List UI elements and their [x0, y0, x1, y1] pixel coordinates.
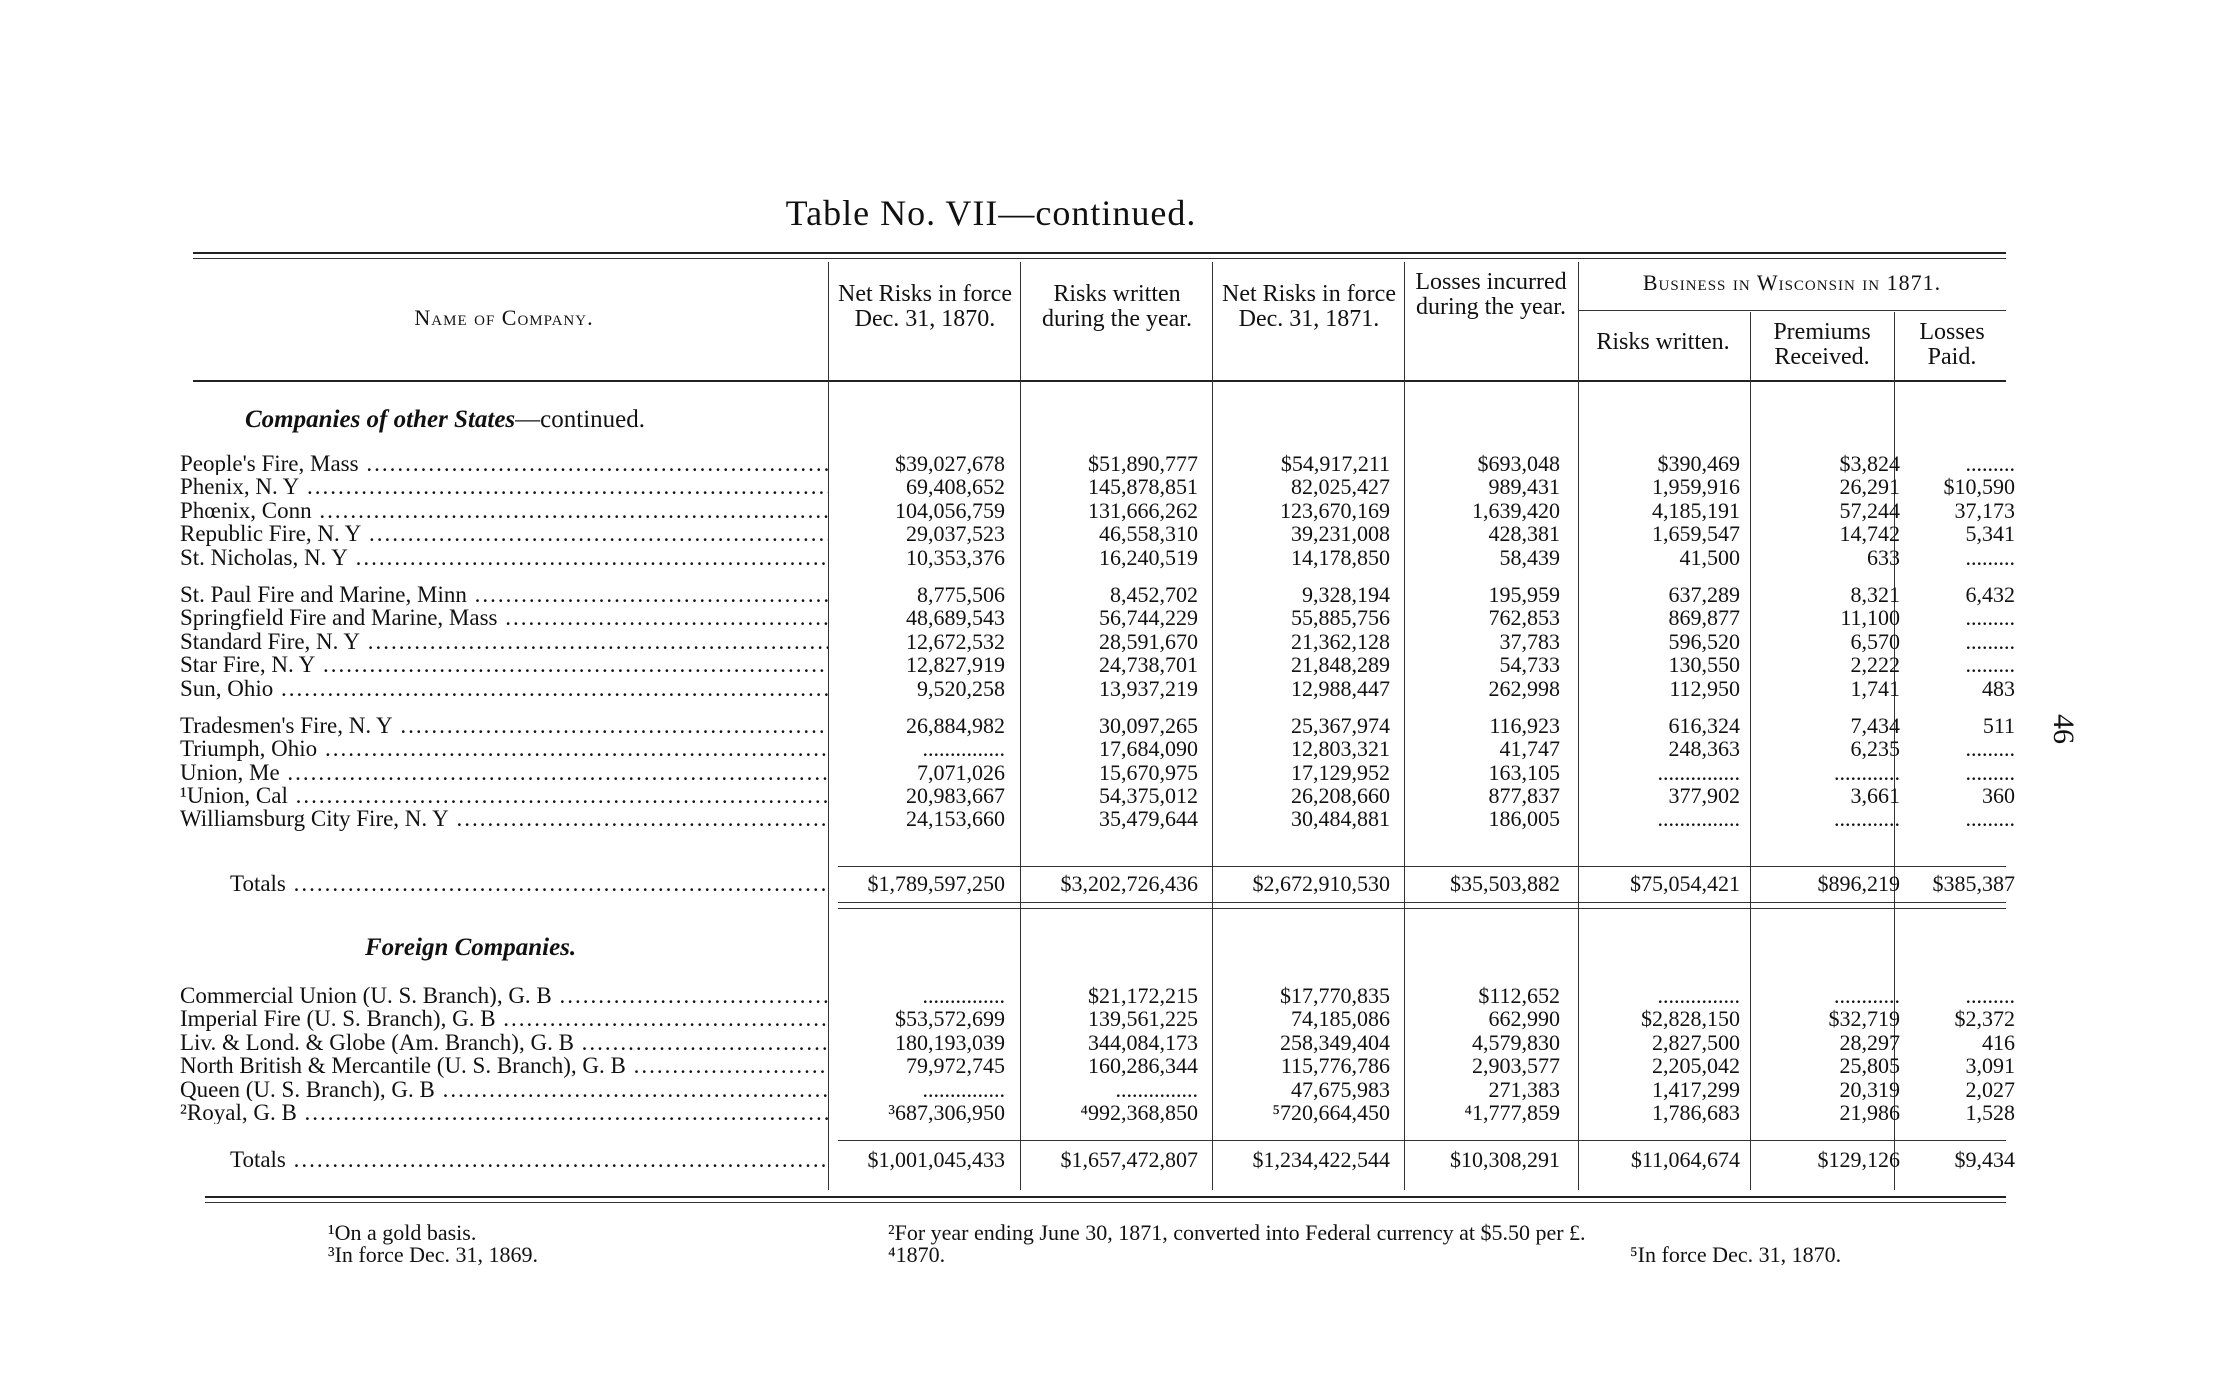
cell-losses-paid: 483 — [1982, 675, 2015, 701]
cell-risks-written: ............... — [1115, 1076, 1198, 1102]
cell-net-risks-1870: $1,001,045,433 — [867, 1147, 1005, 1172]
cell-wi-risks-written: 1,659,547 — [1652, 521, 1740, 547]
table-row — [180, 677, 2020, 700]
cell-losses-paid: $2,372 — [1954, 1006, 2015, 1032]
cell-losses-incurred: 41,747 — [1499, 736, 1560, 762]
company-name: Triumph, Ohio ..... — [180, 737, 828, 760]
company-name: Republic Fire, N. Y ..... — [180, 522, 828, 545]
cell-losses-incurred: 1,639,420 — [1472, 497, 1560, 523]
cell-premiums-received: 20,319 — [1839, 1076, 1900, 1102]
totals-row-foreign — [180, 1148, 2020, 1171]
company-name: St. Paul Fire and Marine, Minn ..... — [180, 583, 828, 606]
cell-net-risks-1871: 17,129,952 — [1291, 759, 1390, 785]
cell-losses-incurred: 877,837 — [1488, 783, 1560, 809]
cell-net-risks-1871: 26,208,660 — [1291, 783, 1390, 809]
company-name: Sun, Ohio ..... — [180, 677, 828, 700]
group-header-rule — [1578, 310, 2006, 311]
row-group — [180, 452, 2020, 569]
cell-risks-written: 131,666,262 — [1088, 497, 1198, 523]
cell-wi-risks-written: 248,363 — [1668, 736, 1740, 762]
table-row — [180, 714, 2020, 737]
table-row — [180, 761, 2020, 784]
cell-net-risks-1870: ............... — [922, 1076, 1005, 1102]
cell-net-risks-1870: 79,972,745 — [906, 1053, 1005, 1079]
top-rule — [193, 252, 2006, 254]
cell-premiums-received: 7,434 — [1850, 712, 1900, 738]
cell-net-risks-1871: 9,328,194 — [1302, 581, 1390, 607]
footnote-4: ⁴1870. — [888, 1242, 946, 1267]
cell-losses-incurred: 37,783 — [1499, 628, 1560, 654]
cell-premiums-received: $32,719 — [1828, 1006, 1900, 1032]
cell-premiums-received: 1,741 — [1850, 675, 1900, 701]
section-other-states-rows — [180, 452, 2020, 831]
cell-net-risks-1871: 47,675,983 — [1291, 1076, 1390, 1102]
company-name: Phœnix, Conn ..... — [180, 499, 828, 522]
cell-risks-written: 35,479,644 — [1099, 806, 1198, 832]
cell-losses-paid: ......... — [1965, 544, 2015, 570]
cell-losses-incurred: 662,990 — [1488, 1006, 1560, 1032]
cell-net-risks-1870: 29,037,523 — [906, 521, 1005, 547]
company-name: Tradesmen's Fire, N. Y ..... — [180, 714, 828, 737]
cell-risks-written: 28,591,670 — [1099, 628, 1198, 654]
company-name: Union, Me ..... — [180, 761, 828, 784]
totals-row — [180, 1148, 2020, 1171]
totals-row — [180, 872, 2020, 895]
cell-net-risks-1871: 39,231,008 — [1291, 521, 1390, 547]
section-heading-text: Foreign Companies. — [365, 934, 577, 961]
cell-wi-risks-written: $390,469 — [1657, 451, 1740, 476]
table-row — [180, 606, 2020, 629]
header-net-risks-1870: Net Risks in force Dec. 31, 1870. — [838, 281, 1012, 332]
row-group — [180, 984, 2020, 1124]
footnote-2: ²For year ending June 30, 1871, converted into Federal currency at $5.50 per £. — [888, 1220, 1586, 1245]
table-row — [180, 630, 2020, 653]
cell-net-risks-1870: ............... — [922, 983, 1005, 1008]
cell-premiums-received: $896,219 — [1817, 871, 1900, 896]
cell-wi-risks-written: 1,786,683 — [1652, 1099, 1740, 1125]
row-group — [180, 583, 2020, 700]
table-row — [180, 452, 2020, 475]
cell-net-risks-1870: 180,193,039 — [895, 1029, 1005, 1055]
cell-wi-risks-written: ............... — [1657, 983, 1740, 1008]
cell-net-risks-1871: 74,185,086 — [1291, 1006, 1390, 1032]
header-business-wisconsin: Business in Wisconsin in 1871. — [1642, 270, 1942, 295]
cell-net-risks-1870: 26,884,982 — [906, 712, 1005, 738]
header-name-of-company: Name of Company. — [414, 305, 594, 330]
table-row — [180, 1101, 2020, 1124]
totals-row-other-states — [180, 872, 2020, 895]
company-name: ¹Union, Cal ..... — [180, 784, 828, 807]
header-losses-paid: Losses Paid. — [1919, 319, 1985, 370]
cell-net-risks-1870: 8,775,506 — [917, 581, 1005, 607]
cell-losses-paid: $9,434 — [1954, 1147, 2015, 1172]
cell-risks-written: $3,202,726,436 — [1060, 871, 1198, 896]
table-row — [180, 1078, 2020, 1101]
cell-losses-paid: 416 — [1982, 1029, 2015, 1055]
cell-losses-paid: $10,590 — [1943, 474, 2015, 500]
table-row — [180, 1054, 2020, 1077]
cell-net-risks-1871: 25,367,974 — [1291, 712, 1390, 738]
cell-wi-risks-written: $11,064,674 — [1630, 1147, 1740, 1172]
cell-premiums-received: 26,291 — [1839, 474, 1900, 500]
cell-risks-written: 24,738,701 — [1099, 652, 1198, 678]
company-name: North British & Mercantile (U. S. Branch), G. B ..... — [180, 1054, 828, 1077]
cell-losses-paid: ......... — [1965, 806, 2015, 832]
cell-losses-incurred: 163,105 — [1488, 759, 1560, 785]
cell-losses-paid: 37,173 — [1954, 497, 2015, 523]
company-name: Totals ..... — [180, 872, 828, 895]
section-heading-text: Companies of other States — [245, 406, 516, 433]
company-name: Queen (U. S. Branch), G. B ..... — [180, 1078, 828, 1101]
cell-premiums-received: 3,661 — [1850, 783, 1900, 809]
page-number: 46 — [2047, 714, 2080, 744]
section-foreign-rows — [180, 984, 2020, 1124]
bottom-rule-inner — [205, 1202, 2006, 1203]
bottom-rule — [205, 1196, 2006, 1198]
table-row — [180, 1031, 2020, 1054]
header-premiums-received: Premiums Received. — [1773, 319, 1871, 370]
table-row — [180, 546, 2020, 569]
totals-bottom-rule-1 — [838, 902, 2006, 903]
cell-risks-written: 160,286,344 — [1088, 1053, 1198, 1079]
cell-risks-written: ⁴992,368,850 — [1080, 1099, 1198, 1125]
cell-net-risks-1870: 10,353,376 — [906, 544, 1005, 570]
cell-premiums-received: 6,570 — [1850, 628, 1900, 654]
cell-losses-paid: ......... — [1965, 736, 2015, 762]
row-group — [180, 714, 2020, 831]
cell-net-risks-1871: 21,362,128 — [1291, 628, 1390, 654]
cell-risks-written: 17,684,090 — [1099, 736, 1198, 762]
cell-premiums-received: 25,805 — [1839, 1053, 1900, 1079]
cell-losses-paid: $385,387 — [1932, 871, 2015, 896]
cell-net-risks-1870: 48,689,543 — [906, 605, 1005, 631]
section-heading-suffix: —continued. — [515, 406, 646, 433]
cell-net-risks-1871: 123,670,169 — [1280, 497, 1390, 523]
cell-wi-risks-written: 130,550 — [1668, 652, 1740, 678]
cell-risks-written: 145,878,851 — [1088, 474, 1198, 500]
cell-premiums-received: $3,824 — [1839, 451, 1900, 476]
company-name: Springfield Fire and Marine, Mass ..... — [180, 606, 828, 629]
company-name: Commercial Union (U. S. Branch), G. B ..... — [180, 984, 828, 1007]
cell-net-risks-1870: ............... — [922, 736, 1005, 762]
cell-losses-incurred: 262,998 — [1488, 675, 1560, 701]
cell-net-risks-1871: 12,988,447 — [1291, 675, 1390, 701]
cell-premiums-received: ............ — [1834, 759, 1900, 785]
cell-wi-risks-written: $75,054,421 — [1630, 871, 1740, 896]
cell-losses-paid: ......... — [1965, 628, 2015, 654]
section-heading-other-states — [245, 406, 645, 434]
cell-risks-written: 30,097,265 — [1099, 712, 1198, 738]
table-row — [180, 583, 2020, 606]
cell-premiums-received: 11,100 — [1840, 605, 1900, 631]
company-name: Imperial Fire (U. S. Branch), G. B ..... — [180, 1007, 828, 1030]
cell-losses-incurred: $112,652 — [1478, 983, 1560, 1008]
cell-losses-paid: ......... — [1965, 759, 2015, 785]
cell-losses-paid: ......... — [1965, 451, 2015, 476]
cell-net-risks-1871: $2,672,910,530 — [1252, 871, 1390, 896]
cell-net-risks-1870: 7,071,026 — [917, 759, 1005, 785]
table-title: Table No. VII—continued. — [785, 193, 1197, 233]
cell-losses-incurred: ⁴1,777,859 — [1464, 1099, 1560, 1125]
cell-premiums-received: 8,321 — [1850, 581, 1900, 607]
cell-losses-incurred: 4,579,830 — [1472, 1029, 1560, 1055]
cell-losses-incurred: 271,383 — [1488, 1076, 1560, 1102]
cell-losses-paid: 511 — [1982, 712, 2015, 738]
cell-losses-paid: ......... — [1965, 605, 2015, 631]
table-row — [180, 499, 2020, 522]
table-row — [180, 1007, 2020, 1030]
cell-losses-paid: 5,341 — [1965, 521, 2015, 547]
cell-net-risks-1871: 12,803,321 — [1291, 736, 1390, 762]
cell-net-risks-1870: 24,153,660 — [906, 806, 1005, 832]
cell-premiums-received: 57,244 — [1839, 497, 1900, 523]
cell-risks-written: 56,744,229 — [1099, 605, 1198, 631]
company-name: Phenix, N. Y ..... — [180, 475, 828, 498]
cell-losses-paid: 1,528 — [1965, 1099, 2015, 1125]
table-row — [180, 475, 2020, 498]
cell-wi-risks-written: 2,827,500 — [1652, 1029, 1740, 1055]
cell-risks-written: $1,657,472,807 — [1060, 1147, 1198, 1172]
cell-losses-incurred: $693,048 — [1477, 451, 1560, 476]
cell-losses-paid: ......... — [1965, 652, 2015, 678]
cell-risks-written: 139,561,225 — [1088, 1006, 1198, 1032]
company-name: Liv. & Lond. & Globe (Am. Branch), G. B ..... — [180, 1031, 828, 1054]
cell-net-risks-1870: 12,672,532 — [906, 628, 1005, 654]
cell-losses-incurred: $10,308,291 — [1450, 1147, 1560, 1172]
cell-net-risks-1870: 20,983,667 — [906, 783, 1005, 809]
cell-wi-risks-written: ............... — [1657, 806, 1740, 832]
cell-net-risks-1871: 21,848,289 — [1291, 652, 1390, 678]
cell-wi-risks-written: 41,500 — [1679, 544, 1740, 570]
cell-wi-risks-written: 4,185,191 — [1652, 497, 1740, 523]
cell-risks-written: 54,375,012 — [1099, 783, 1198, 809]
cell-wi-risks-written: 2,205,042 — [1652, 1053, 1740, 1079]
cell-wi-risks-written: 616,324 — [1668, 712, 1740, 738]
cell-net-risks-1870: $53,572,699 — [895, 1006, 1005, 1032]
cell-net-risks-1870: 9,520,258 — [917, 675, 1005, 701]
footnote-1: ¹On a gold basis. — [328, 1220, 477, 1245]
cell-losses-incurred: $35,503,882 — [1450, 871, 1560, 896]
cell-losses-incurred: 989,431 — [1488, 474, 1560, 500]
cell-risks-written: 16,240,519 — [1099, 544, 1198, 570]
cell-risks-written: 46,558,310 — [1099, 521, 1198, 547]
company-name: ²Royal, G. B ..... — [180, 1101, 828, 1124]
cell-premiums-received: $129,126 — [1817, 1147, 1900, 1172]
cell-wi-risks-written: ............... — [1657, 759, 1740, 785]
cell-losses-paid: ......... — [1965, 983, 2015, 1008]
cell-risks-written: 13,937,219 — [1099, 675, 1198, 701]
cell-premiums-received: ............ — [1834, 806, 1900, 832]
cell-losses-paid: 360 — [1982, 783, 2015, 809]
table-row — [180, 984, 2020, 1007]
company-name: Totals ..... — [180, 1148, 828, 1171]
cell-losses-paid: 3,091 — [1965, 1053, 2015, 1079]
cell-net-risks-1871: ⁵720,664,450 — [1272, 1099, 1390, 1125]
cell-losses-incurred: 54,733 — [1499, 652, 1560, 678]
totals-top-rule-1 — [838, 866, 2006, 867]
cell-losses-incurred: 428,381 — [1488, 521, 1560, 547]
cell-risks-written: $21,172,215 — [1088, 983, 1198, 1008]
footnote-5: ⁵In force Dec. 31, 1870. — [1630, 1242, 1842, 1267]
cell-risks-written: 8,452,702 — [1110, 581, 1198, 607]
cell-net-risks-1870: 104,056,759 — [895, 497, 1005, 523]
cell-net-risks-1870: 12,827,919 — [906, 652, 1005, 678]
cell-net-risks-1871: 82,025,427 — [1291, 474, 1390, 500]
cell-net-risks-1870: $39,027,678 — [895, 451, 1005, 476]
cell-losses-paid: 6,432 — [1965, 581, 2015, 607]
totals-top-rule-2 — [838, 1140, 2006, 1141]
cell-net-risks-1870: ³687,306,950 — [888, 1099, 1005, 1125]
cell-wi-risks-written: $2,828,150 — [1641, 1006, 1740, 1032]
top-rule-inner — [193, 258, 2006, 259]
cell-premiums-received: 21,986 — [1839, 1099, 1900, 1125]
cell-risks-written: 15,670,975 — [1099, 759, 1198, 785]
cell-losses-incurred: 195,959 — [1488, 581, 1560, 607]
table-row — [180, 784, 2020, 807]
cell-losses-incurred: 58,439 — [1499, 544, 1560, 570]
table-row — [180, 737, 2020, 760]
cell-net-risks-1870: 69,408,652 — [906, 474, 1005, 500]
cell-losses-incurred: 762,853 — [1488, 605, 1560, 631]
cell-net-risks-1871: 55,885,756 — [1291, 605, 1390, 631]
header-net-risks-1871: Net Risks in force Dec. 31, 1871. — [1222, 281, 1396, 332]
cell-net-risks-1871: 30,484,881 — [1291, 806, 1390, 832]
cell-premiums-received: ............ — [1834, 983, 1900, 1008]
cell-premiums-received: 6,235 — [1850, 736, 1900, 762]
footnote-3: ³In force Dec. 31, 1869. — [328, 1242, 539, 1267]
company-name: St. Nicholas, N. Y ..... — [180, 546, 828, 569]
cell-losses-incurred: 2,903,577 — [1472, 1053, 1560, 1079]
cell-risks-written: $51,890,777 — [1088, 451, 1198, 476]
section-heading-foreign — [365, 934, 576, 962]
cell-losses-incurred: 116,923 — [1489, 712, 1560, 738]
cell-premiums-received: 633 — [1867, 544, 1900, 570]
cell-net-risks-1870: $1,789,597,250 — [867, 871, 1005, 896]
cell-wi-risks-written: 869,877 — [1668, 605, 1740, 631]
cell-wi-risks-written: 1,959,916 — [1652, 474, 1740, 500]
cell-wi-risks-written: 1,417,299 — [1652, 1076, 1740, 1102]
company-name: Williamsburg City Fire, N. Y ..... — [180, 807, 828, 830]
cell-wi-risks-written: 112,950 — [1669, 675, 1740, 701]
cell-premiums-received: 2,222 — [1850, 652, 1900, 678]
company-name: Standard Fire, N. Y ..... — [180, 630, 828, 653]
cell-net-risks-1871: $54,917,211 — [1280, 451, 1390, 476]
totals-bottom-rule-1b — [838, 908, 2006, 909]
cell-losses-incurred: 186,005 — [1488, 806, 1560, 832]
cell-losses-paid: 2,027 — [1965, 1076, 2015, 1102]
table-row — [180, 522, 2020, 545]
header-risks-written: Risks written during the year. — [1042, 281, 1192, 332]
header-bottom-rule — [193, 380, 2006, 382]
cell-wi-risks-written: 637,289 — [1668, 581, 1740, 607]
cell-premiums-received: 14,742 — [1839, 521, 1900, 547]
cell-net-risks-1871: 14,178,850 — [1291, 544, 1390, 570]
cell-net-risks-1871: 115,776,786 — [1280, 1053, 1390, 1079]
cell-wi-risks-written: 377,902 — [1668, 783, 1740, 809]
cell-net-risks-1871: $17,770,835 — [1280, 983, 1390, 1008]
company-name: People's Fire, Mass ..... — [180, 452, 828, 475]
cell-net-risks-1871: $1,234,422,544 — [1252, 1147, 1390, 1172]
header-wi-risks-written: Risks written. — [1596, 329, 1730, 355]
table-row — [180, 807, 2020, 830]
cell-risks-written: 344,084,173 — [1088, 1029, 1198, 1055]
company-name: Star Fire, N. Y ..... — [180, 653, 828, 676]
header-losses-incurred: Losses incurred during the year. — [1415, 269, 1567, 320]
cell-net-risks-1871: 258,349,404 — [1280, 1029, 1390, 1055]
cell-premiums-received: 28,297 — [1839, 1029, 1900, 1055]
cell-wi-risks-written: 596,520 — [1668, 628, 1740, 654]
table-row — [180, 653, 2020, 676]
